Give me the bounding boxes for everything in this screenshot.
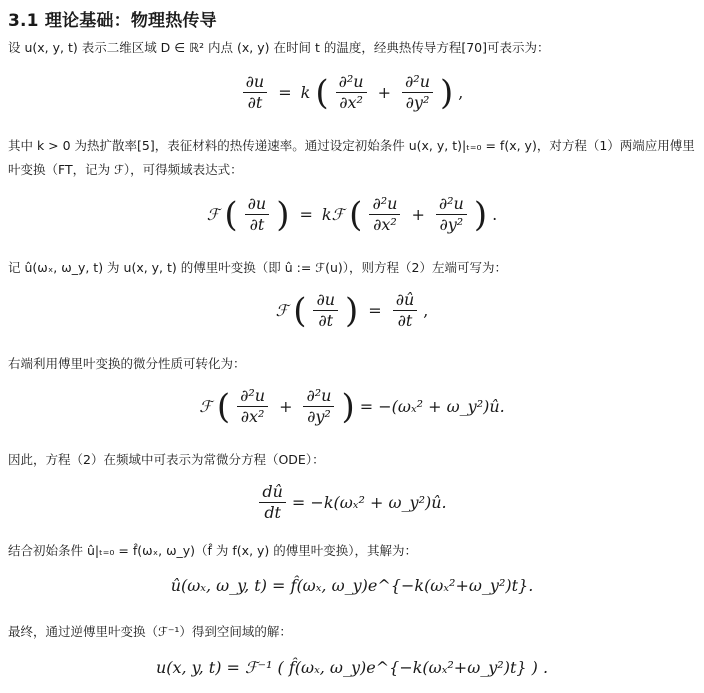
eq4-fraction-t2 bbox=[303, 388, 334, 425]
eq3-lhs-den: ∂t bbox=[318, 311, 334, 330]
eq1-t1-den: ∂x² bbox=[339, 93, 363, 112]
eq2-tail: . bbox=[492, 204, 498, 224]
eq2-lhs-den: ∂t bbox=[249, 215, 265, 234]
eq3-lhs-num: ∂u bbox=[313, 292, 338, 311]
eq4-t2-num: ∂²u bbox=[303, 388, 334, 407]
eq3-fraction-rhs bbox=[393, 292, 418, 329]
eq4-t2-den: ∂y² bbox=[307, 407, 331, 426]
eq5-fraction bbox=[259, 484, 286, 521]
eq3-fraction-lhs bbox=[313, 292, 338, 329]
eq2-equals: = bbox=[299, 204, 313, 224]
eq1-plus: + bbox=[377, 82, 391, 102]
paragraph-4: 右端利用傅里叶变换的微分性质可转化为： bbox=[8, 356, 246, 371]
eq4-fraction-t1 bbox=[237, 388, 268, 425]
eq2-fraction-lhs bbox=[245, 196, 270, 233]
eq3-rhs-num: ∂û bbox=[393, 292, 418, 311]
fraction-d2u-dx2 bbox=[336, 74, 367, 111]
eq2-plus: + bbox=[411, 204, 425, 224]
paragraph-1: 设 u(x, y, t) 表示二维区域 D ∈ ℝ² 内点 (x, y) 在时间 t 的温度，经典热传导方程[70]可表示为： bbox=[8, 40, 550, 55]
fraction-d2u-dy2 bbox=[402, 74, 433, 111]
eq1-k: k bbox=[300, 82, 311, 102]
equation-fourier: ℱ ( $\frac{\partial u}{\partial t}$ ) = kℱ ( $\frac{\text{∂²u}}{\text{∂x²}}$ + $\frac{\text{∂²u}}{\text{∂y²}}$ ) . bbox=[206, 194, 498, 235]
equation-ode bbox=[0, 484, 704, 521]
eq2-t1-num: ∂²u bbox=[369, 196, 400, 215]
eq1-t2-num: ∂²u bbox=[402, 74, 433, 93]
eq2-fraction-t1 bbox=[369, 196, 400, 233]
eq4-plus: + bbox=[279, 396, 293, 416]
eq2-fourier-symbol: ℱ bbox=[206, 204, 220, 224]
equation-rhs-transform: ℱ ( $\frac{\text{∂²u}}{\text{∂x²}}$ + $\frac{\text{∂²u}}{\text{∂y²}}$ ) = −(ωₓ² + ω_y²)û. bbox=[199, 386, 505, 427]
equation-heat: $\frac{\partial u}{\partial t}$ = k ( $\frac{\text{∂²u}}{\text{∂x²}}$ + $\frac{\text{∂²u}}{\text{∂y²}}$ ) , bbox=[0, 74, 704, 111]
eq4-rhs: = −(ωₓ² + ω_y²)û. bbox=[359, 396, 505, 416]
eq5-den: dt bbox=[264, 503, 281, 522]
eq2-t1-den: ∂x² bbox=[373, 215, 397, 234]
eq1-tail: , bbox=[458, 82, 464, 102]
eq1-t2-den: ∂y² bbox=[405, 93, 430, 112]
section-heading: 3.1 理论基础：物理热传导 bbox=[8, 11, 217, 31]
equation-solution-space: u(x, y, t) = ℱ⁻¹ ( f̂(ωₓ, ω_y)e^{−k(ωₓ²+ω_y²)t} ) . bbox=[155, 658, 549, 677]
eq5-rhs: = −k(ωₓ² + ω_y²)û. bbox=[291, 492, 447, 512]
paragraph-2: 其中 k > 0 为热扩散率[5]，表征材料的热传递速率。通过设定初始条件 u(x, y, t)|ₜ₌₀ = f(x, y)，对方程（1）两端应用傅里叶变换（FT，记为 ℱ），可得频域表达式： bbox=[8, 138, 695, 177]
paragraph-6: 结合初始条件 û|ₜ₌₀ = f̂(ωₓ, ω_y)（f̂ 为 f(x, y) 的傅里叶变换），其解为： bbox=[8, 543, 418, 558]
eq2-lhs-num: ∂u bbox=[245, 196, 270, 215]
eq2-kF: kℱ bbox=[321, 204, 345, 224]
eq4-t1-num: ∂²u bbox=[237, 388, 268, 407]
eq4-t1-den: ∂x² bbox=[240, 407, 265, 426]
eq1-lhs-num: ∂u bbox=[243, 74, 268, 93]
fraction-du-dt bbox=[243, 74, 268, 111]
eq3-equals: = bbox=[368, 300, 382, 320]
eq1-t1-num: ∂²u bbox=[336, 74, 367, 93]
paragraph-3: 记 û(ωₓ, ω_y, t) 为 u(x, y, t) 的傅里叶变换（即 û := ℱ(u)），则方程（2）左端可写为： bbox=[8, 260, 507, 275]
eq1-lhs-den: ∂t bbox=[247, 93, 263, 112]
eq3-fourier-symbol: ℱ bbox=[275, 300, 289, 320]
paragraph-7: 最终，通过逆傅里叶变换（ℱ⁻¹）得到空间域的解： bbox=[8, 624, 292, 639]
eq2-t2-den: ∂y² bbox=[439, 215, 464, 234]
eq2-t2-num: ∂²u bbox=[436, 196, 467, 215]
equation-lhs-transform: ℱ ( $\frac{\partial u}{\partial t}$ ) = $\frac{\partial û}{\partial t}$ , bbox=[275, 290, 429, 331]
eq4-fourier-symbol: ℱ bbox=[199, 396, 212, 416]
equation-solution-frequency: û(ωₓ, ω_y, t) = f̂(ωₓ, ω_y)e^{−k(ωₓ²+ω_y²)t}. bbox=[170, 576, 534, 595]
eq5-num: dû bbox=[259, 484, 286, 503]
eq3-tail: , bbox=[423, 300, 429, 320]
paragraph-5: 因此，方程（2）在频域中可表示为常微分方程（ODE）： bbox=[8, 452, 325, 467]
eq3-rhs-den: ∂t bbox=[397, 311, 413, 330]
eq2-fraction-t2 bbox=[436, 196, 467, 233]
eq1-equals: = bbox=[278, 82, 292, 102]
